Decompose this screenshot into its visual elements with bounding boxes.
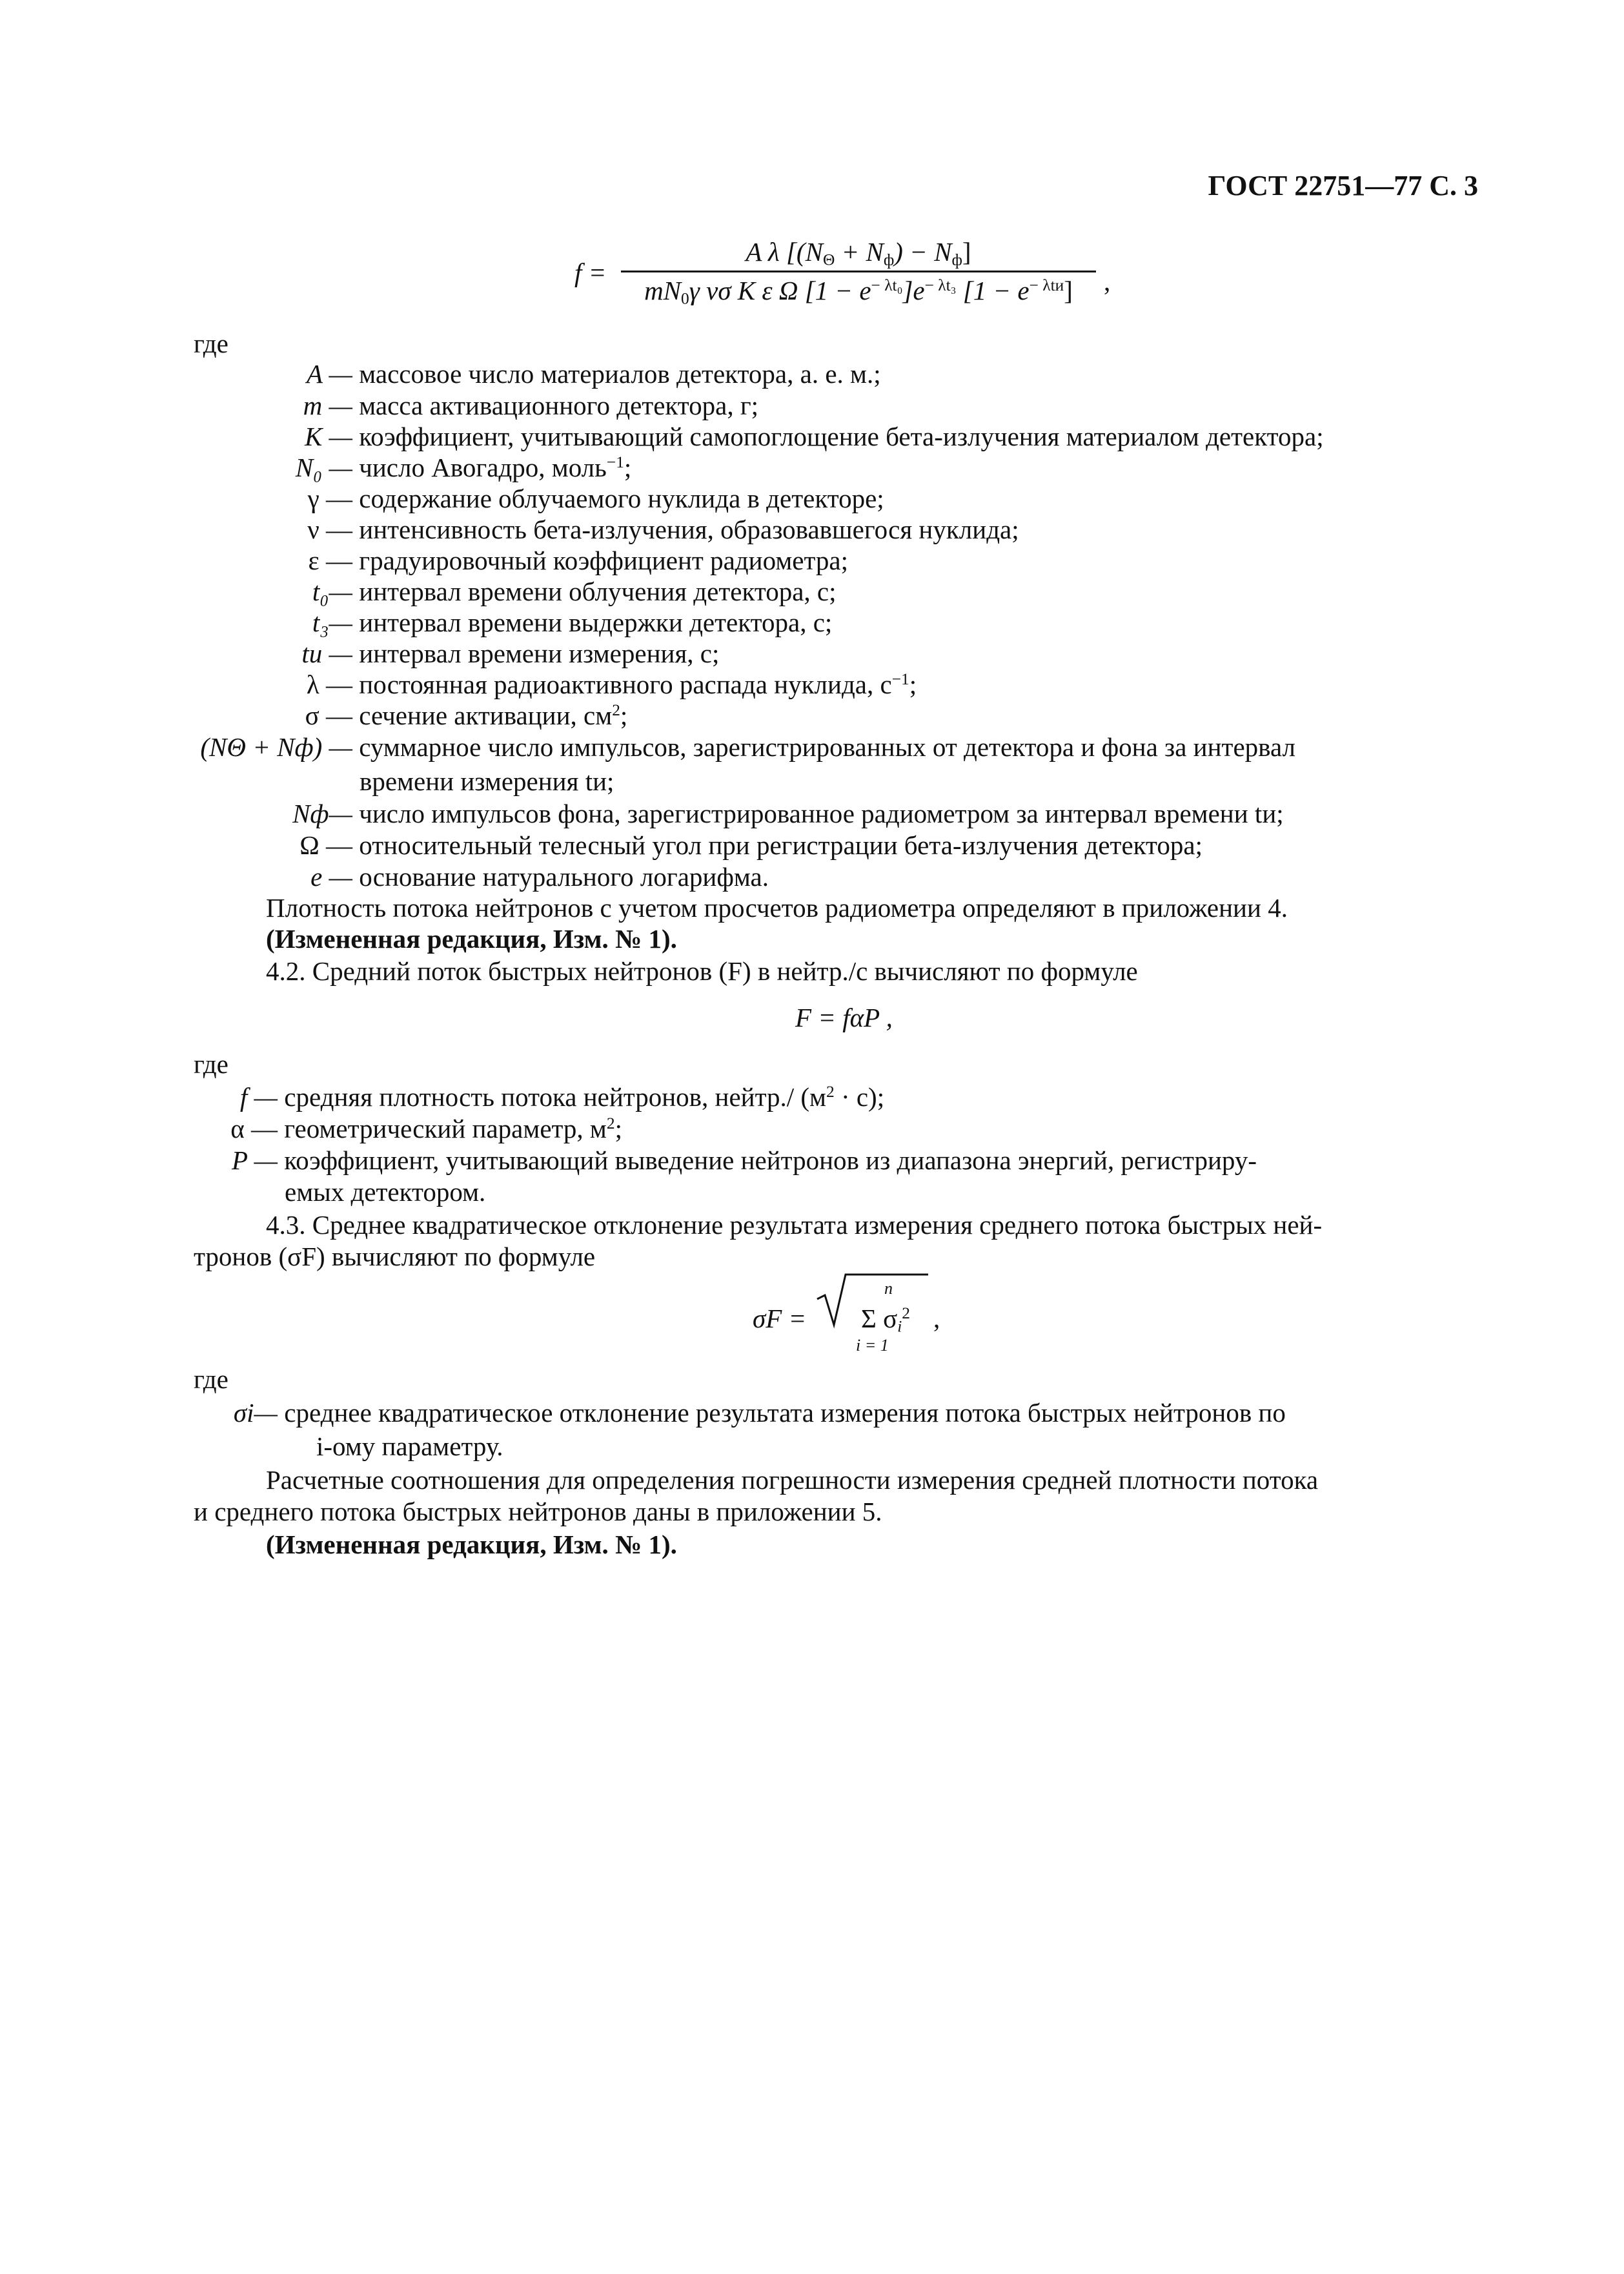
formula3-lhs: σF = <box>753 1304 807 1333</box>
definition-row <box>194 358 881 390</box>
paragraph-density: Плотность потока нейтронов с учетом просчетов радиометра определяют в приложении 4. <box>266 893 1288 923</box>
def-symbol: σ — <box>305 701 352 730</box>
def-symbol: Ω — <box>299 830 352 860</box>
def-text: интервал времени облучения детектора, с; <box>359 577 837 606</box>
def-symbol: P — <box>231 1145 278 1175</box>
formula2: F = fαP , <box>795 1003 893 1032</box>
definition-row <box>194 830 1203 861</box>
formula3-lower-limit: i = 1 <box>856 1336 889 1355</box>
def-text: среднее квадратическое отклонение результата измерения потока быстрых нейтронов по <box>284 1398 1286 1428</box>
revision-note-2: (Измененная редакция, Изм. № 1). <box>266 1530 677 1559</box>
def-text: коэффициент, учитывающий выведение нейтронов из диапазона энергий, регистриру- <box>284 1145 1257 1175</box>
def-text: интервал времени выдержки детектора, с; <box>359 608 833 637</box>
def-symbol: m — <box>303 391 352 420</box>
def-text: относительный телесный угол при регистрации бета-излучения детектора; <box>359 830 1203 860</box>
formula3-sum: Σ $\sigma_i^2$ <box>861 1304 910 1336</box>
def-text: число Авогадро, моль <box>359 453 607 482</box>
def-symbol: f — <box>239 1082 278 1112</box>
definition-row: λ — постоянная радиоактивного распада нуклида, $с^{-1}$; <box>194 669 917 701</box>
formula1-numerator: A λ $[(N_\Theta + N_ф) - N_ф]$ <box>746 237 971 269</box>
definition-row <box>194 861 769 893</box>
def-symbol: ν — <box>307 515 352 544</box>
def-symbol: α — <box>230 1114 278 1143</box>
def-symbol: A — <box>306 359 352 389</box>
definition-row <box>194 798 1284 830</box>
definition-row <box>194 1145 1257 1176</box>
definition-row <box>194 545 848 577</box>
def-symbol: σi— <box>233 1398 278 1428</box>
definition-row <box>194 607 832 639</box>
def-text: масса активационного детектора, г; <box>359 391 759 420</box>
section-4-3-line2: тронов (σF) вычисляют по формуле <box>194 1242 596 1271</box>
definition-row: f — средняя плотность потока нейтронов, нейтр./ $(м^2 \cdot с)$; <box>194 1081 884 1113</box>
def-text-continuation: i-ому параметру. <box>316 1431 503 1461</box>
def-symbol: t₀— <box>312 577 352 606</box>
def-symbol: λ — <box>306 670 352 699</box>
def-symbol: tи — <box>301 639 352 668</box>
def-symbol: e — <box>310 862 352 892</box>
def-symbol: (NΘ + Nф) — <box>200 732 352 762</box>
section-4-2: 4.2. Средний поток быстрых нейтронов (F) в нейтр./с вычисляют по формуле <box>266 956 1138 986</box>
definition-row-sigma <box>194 1397 1286 1429</box>
where-label-3: где <box>194 1364 228 1394</box>
def-symbol: N₀ — <box>295 453 352 482</box>
page-header: ГОСТ 22751—77 С. 3 <box>1208 170 1478 201</box>
def-text: средняя плотность потока нейтронов, нейтр./ (м <box>284 1082 826 1112</box>
def-text: интервал времени измерения, с; <box>359 639 720 668</box>
def-text: массовое число материалов детектора, а. е. м.; <box>359 359 881 389</box>
formula3-comma: , <box>933 1304 940 1333</box>
definition-row: N₀ — число Авогадро, моль$^{-1}$; <box>194 452 631 484</box>
def-symbol: t₃— <box>312 608 352 637</box>
definition-row <box>194 638 719 670</box>
def-text: интенсивность бета-излучения, образовавшегося нуклида; <box>359 515 1019 544</box>
definition-row <box>194 390 758 422</box>
definition-row: σ — сечение активации, $см^2$; <box>194 700 627 732</box>
formula1-comma: , <box>1104 267 1111 296</box>
def-symbol: ε — <box>308 546 352 575</box>
def-text: основание натурального логарифма. <box>359 862 769 892</box>
def-symbol: γ — <box>307 484 352 513</box>
where-label-1: где <box>194 329 228 358</box>
where-label-2: где <box>194 1049 228 1079</box>
def-text: постоянная радиоактивного распада нуклида, с <box>359 670 892 699</box>
paragraph-relations-line2: и среднего потока быстрых нейтронов даны в приложении 5. <box>194 1497 882 1526</box>
def-symbol: K — <box>304 422 352 451</box>
definition-row <box>194 483 884 515</box>
formula1-lhs: f = <box>574 258 607 287</box>
def-text: суммарное число импульсов, зарегистрированных от детектора и фона за интервал <box>359 732 1296 762</box>
def-text: содержание облучаемого нуклида в детекторе; <box>359 484 884 513</box>
def-text-continuation: времени измерения tи; <box>360 766 614 796</box>
definition-row-sum <box>194 732 1295 763</box>
def-text: число импульсов фона, зарегистрированное радиометром за интервал времени tи; <box>359 799 1284 828</box>
formula1-denominator: $mN_0\gamma$ νσ K ε Ω $[1 - e^{- \lambda t_0}]e^{- \lambda t_3}$ $[1 - e^{- \lambda tи}]$ <box>644 276 1073 308</box>
formula1-fraction <box>621 236 1096 307</box>
def-text-continuation: емых детектором. <box>285 1177 486 1207</box>
definition-row: α — геометрический параметр, $м^2$; <box>194 1113 622 1145</box>
formula3-upper-limit: n <box>884 1279 893 1298</box>
revision-note-1: (Измененная редакция, Изм. № 1). <box>266 924 677 954</box>
def-symbol: Nф— <box>292 799 352 828</box>
def-text: геометрический параметр, м <box>284 1114 607 1143</box>
def-text: сечение активации, см <box>359 701 613 730</box>
def-text: коэффициент, учитывающий самопоглощение бета-излучения материалом детектора; <box>359 422 1324 451</box>
section-4-3-line1: 4.3. Среднее квадратическое отклонение результата измерения среднего потока быстрых ней- <box>266 1210 1323 1240</box>
def-text: градуировочный коэффициент радиометра; <box>359 546 848 575</box>
definition-row <box>194 576 837 608</box>
paragraph-relations-line1: Расчетные соотношения для определения погрешности измерения средней плотности потока <box>266 1465 1319 1495</box>
definition-row <box>194 421 1324 453</box>
definition-row <box>194 514 1019 546</box>
